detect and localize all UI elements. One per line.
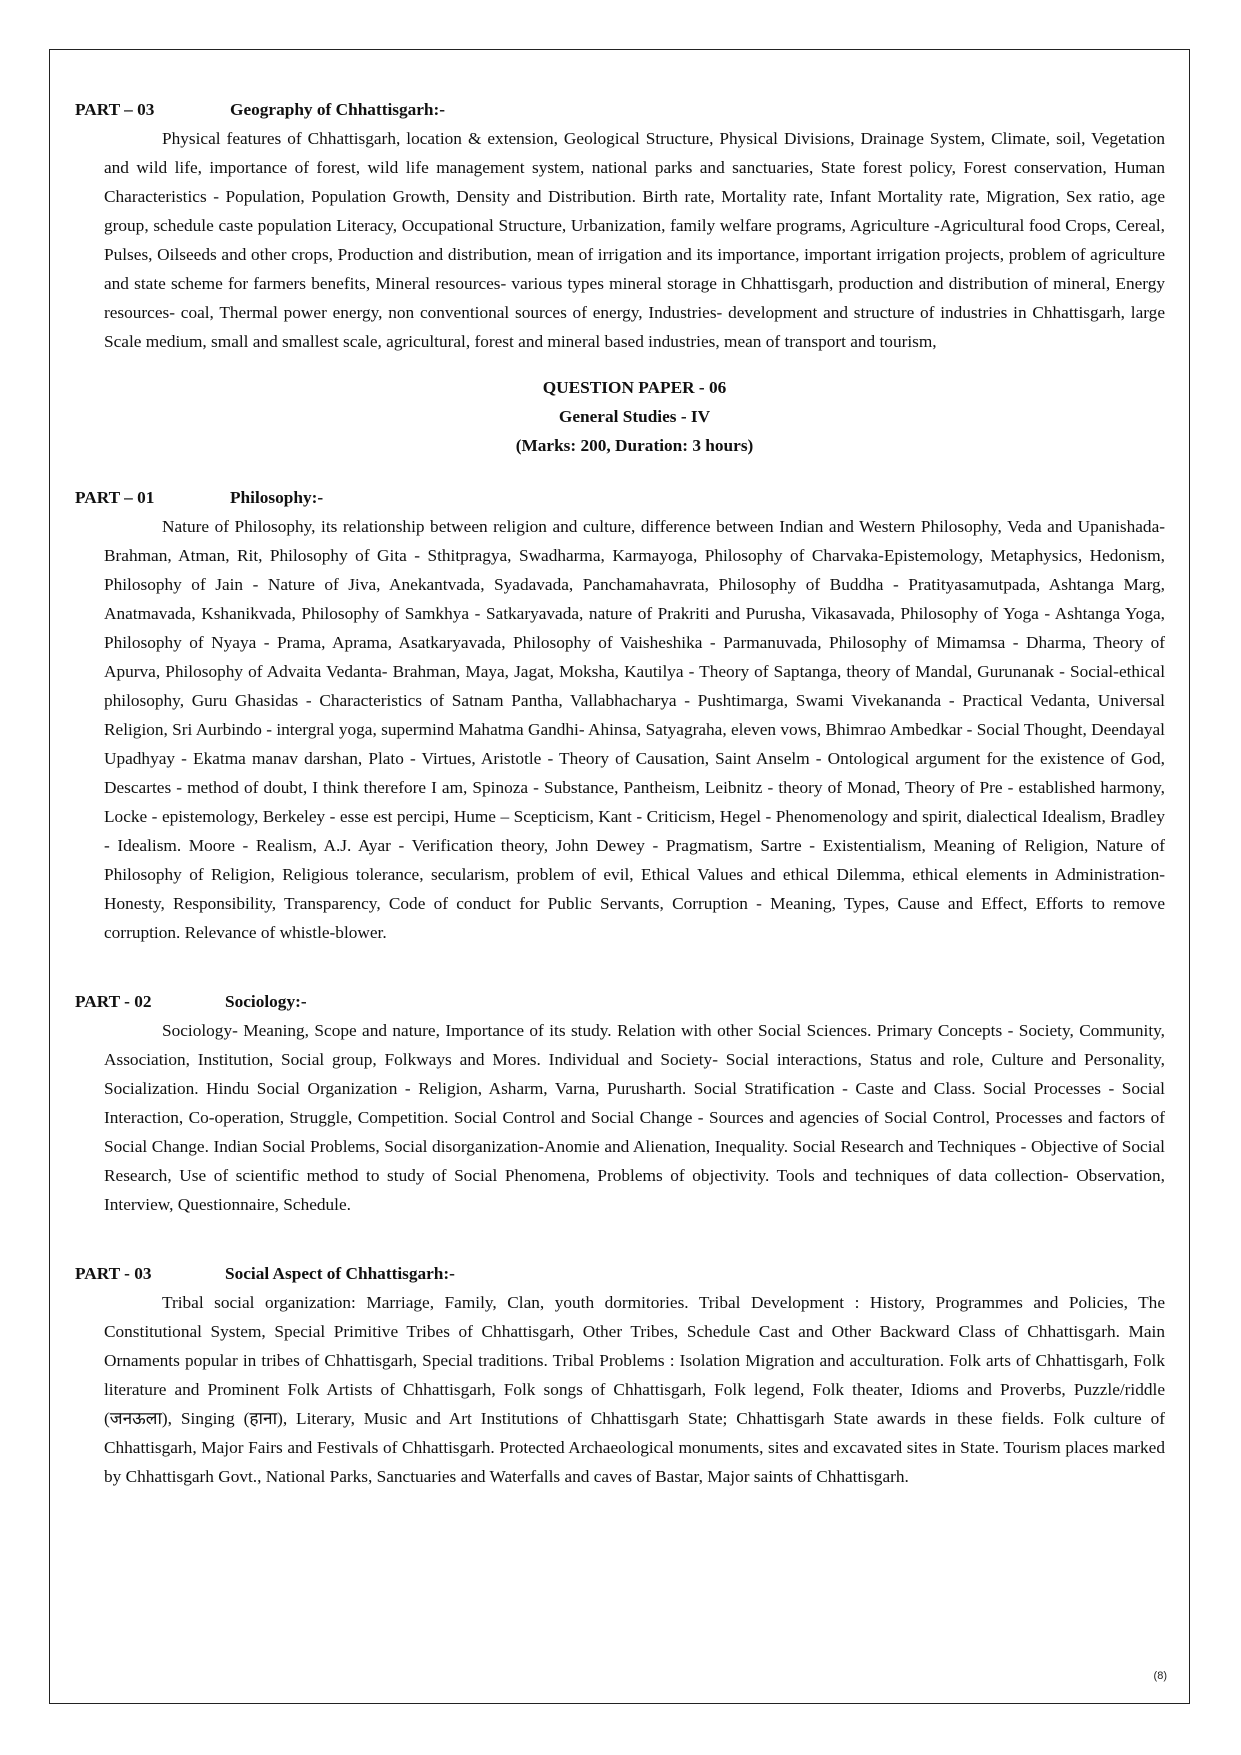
part-label: PART - 02 — [75, 992, 152, 1011]
part-body: Tribal social organization: Marriage, Family, Clan, youth dormitories. Tribal Development : History, Programmes and Policies, The Constitutional System, Special Primitive Tribes of Chhattisgarh, Other Tribes, Schedule Cast and Other Backward Class of Chhattisgarh. Main Ornaments popular in tribes of Chhattisgarh, Special traditions. Tribal Problems : Isolation Migration and acculturation. Folk arts of Chhattisgarh, Folk literature and Prominent Folk Artists of Chhattisgarh, Folk songs of Chhattisgarh, Folk legend, Folk theater, Idioms and Proverbs, Puzzle/riddle (जनऊला), Singing (हाना), Literary, Music and Art Institutions of Chhattisgarh State; Chhattisgarh State awards in these fields. Folk culture of Chhattisgarh, Major Fairs and Festivals of Chhattisgarh. Protected Archaeological monuments, sites and excavated sites in State. Tourism places marked by Chhattisgarh Govt., National Parks, Sanctuaries and Waterfalls and caves of Bastar, Major saints of Chhattisgarh. — [104, 1293, 1165, 1486]
part-heading — [75, 1259, 1165, 1288]
part-heading — [75, 95, 1165, 124]
section-social-aspect — [75, 1259, 1165, 1491]
part-label: PART – 01 — [75, 488, 155, 507]
part-label: PART – 03 — [75, 100, 155, 119]
part-label: PART - 03 — [75, 1264, 152, 1283]
part-title: Philosophy:- — [230, 488, 324, 507]
section-philosophy — [75, 483, 1165, 947]
part-body: Sociology- Meaning, Scope and nature, Importance of its study. Relation with other Social Sciences. Primary Concepts - Society, Community, Association, Institution, Social group, Folkways and Mores. Individual and Society- Social interactions, Status and role, Culture and Personality, Socialization. Hindu Social Organization - Religion, Asharm, Varna, Purusharth. Social Stratification - Caste and Class. Social Processes - Social Interaction, Co-operation, Struggle, Competition. Social Control and Social Change - Sources and agencies of Social Control, Processes and factors of Social Change. Indian Social Problems, Social disorganization-Anomie and Alienation, Inequality. Social Research and Techniques - Objective of Social Research, Use of scientific method to study of Social Phenomena, Problems of objectivity. Tools and techniques of data collection- Observation, Interview, Questionnaire, Schedule. — [104, 1021, 1165, 1214]
part-body: Physical features of Chhattisgarh, location & extension, Geological Structure, Physical Divisions, Drainage System, Climate, soil, Vegetation and wild life, importance of forest, wild life management system, national parks and sanctuaries, State forest policy, Forest conservation, Human Characteristics - Population, Population Growth, Density and Distribution. Birth rate, Mortality rate, Infant Mortality rate, Migration, Sex ratio, age group, schedule caste population Literacy, Occupational Structure, Urbanization, family welfare programs, Agriculture -Agricultural food Crops, Cereal, Pulses, Oilseeds and other crops, Production and distribution, mean of irrigation and its importance, important irrigation projects, problem of agriculture and state scheme for farmers benefits, Mineral resources- various types mineral storage in Chhattisgarh, production and distribution of mineral, Energy resources- coal, Thermal power energy, non conventional sources of energy, Industries- development and structure of industries in Chhattisgarh, large Scale medium, small and smallest scale, agricultural, forest and mineral based industries, mean of transport and tourism, — [104, 129, 1165, 351]
part-title: Geography of Chhattisgarh:- — [230, 100, 446, 119]
section-geography — [75, 95, 1165, 356]
question-paper-marks: (Marks: 200, Duration: 3 hours) — [515, 436, 754, 455]
section-sociology — [75, 987, 1165, 1219]
page-number: (8) — [1153, 1670, 1167, 1682]
part-body: Nature of Philosophy, its relationship between religion and culture, difference between Indian and Western Philosophy, Veda and Upanishada-Brahman, Atman, Rit, Philosophy of Gita - Sthitpragya, Swadharma, Karmayoga, Philosophy of Charvaka-Epistemology, Metaphysics, Hedonism, Philosophy of Jain - Nature of Jiva, Anekantvada, Syadavada, Panchamahavrata, Philosophy of Buddha - Pratityasamutpada, Ashtanga Marg, Anatmavada, Kshanikvada, Philosophy of Samkhya - Satkaryavada, nature of Prakriti and Purusha, Vikasavada, Philosophy of Yoga - Ashtanga Yoga, Philosophy of Nyaya - Prama, Aprama, Asatkaryavada, Philosophy of Vaisheshika - Parmanuvada, Philosophy of Mimamsa - Dharma, Theory of Apurva, Philosophy of Advaita Vedanta- Brahman, Maya, Jagat, Moksha, Kautilya - Theory of Saptanga, theory of Mandal, Gurunanak - Social-ethical philosophy, Guru Ghasidas - Characteristics of Satnam Pantha, Vallabhacharya - Pushtimarga, Swami Vivekananda - Practical Vedanta, Universal Religion, Sri Aurbindo - intergral yoga, supermind Mahatma Gandhi- Ahinsa, Satyagraha, eleven vows, Bhimrao Ambedkar - Social Thought, Deendayal Upadhyay - Ekatma manav darshan, Plato - Virtues, Aristotle - Theory of Causation, Saint Anselm - Ontological argument for the existence of God, Descartes - method of doubt, I think therefore I am, Spinoza - Substance, Pantheism, Leibnitz - theory of Monad, Theory of Pre - established harmony, Locke - epistemology, Berkeley - esse est percipi, Hume – Scepticism, Kant - Criticism, Hegel - Phenomenology and spirit, dialectical Idealism, Bradley - Idealism. Moore - Realism, A.J. Ayar - Verification theory, John Dewey - Pragmatism, Sartre - Existentialism, Meaning of Religion, Nature of Philosophy of Religion, Religious tolerance, secularism, problem of evil, Ethical Values and ethical Dilemma, ethical elements in Administration- Honesty, Responsibility, Transparency, Code of conduct for Public Servants, Corruption - Meaning, Types, Cause and Effect, Efforts to remove corruption. Relevance of whistle-blower. — [104, 517, 1165, 942]
question-paper-number: QUESTION PAPER - 06 — [542, 378, 727, 397]
part-title: Sociology:- — [225, 992, 307, 1011]
question-paper-title: General Studies - IV — [558, 407, 711, 426]
part-heading — [75, 483, 1165, 512]
question-paper-heading — [75, 373, 1165, 460]
part-title: Social Aspect of Chhattisgarh:- — [225, 1264, 455, 1283]
part-heading — [75, 987, 1165, 1016]
document-body — [75, 95, 1165, 1491]
